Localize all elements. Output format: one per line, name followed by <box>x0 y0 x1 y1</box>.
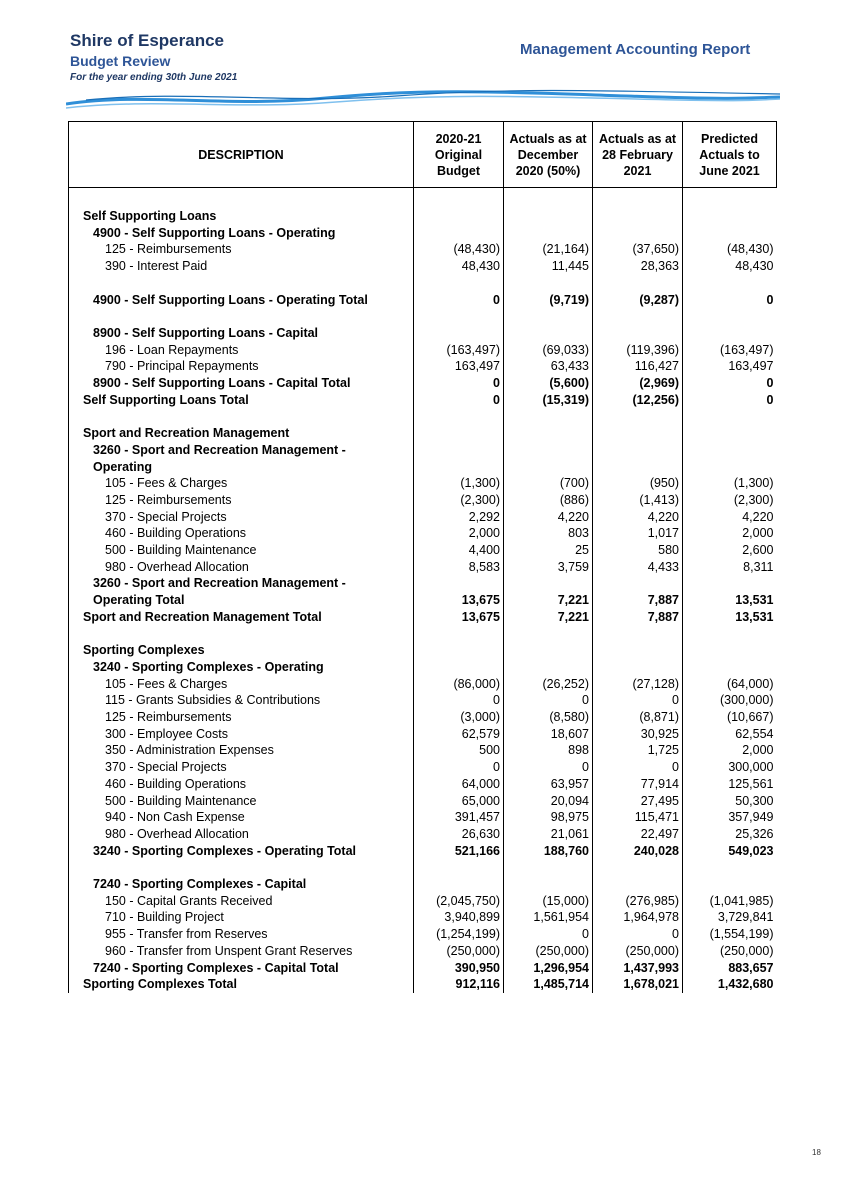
budget-cell <box>414 225 504 242</box>
section-heading-row <box>69 208 777 225</box>
actual-feb-cell: 22,497 <box>593 826 683 843</box>
budget-cell: 163,497 <box>414 358 504 375</box>
total-label: Self Supporting Loans Total <box>69 392 414 409</box>
actual-dec-cell: (26,252) <box>504 676 593 693</box>
actual-feb-cell <box>593 442 683 459</box>
actual-feb-cell <box>593 325 683 342</box>
section-heading: 3260 - Sport and Recreation Management - <box>69 575 414 592</box>
table-row <box>69 358 777 375</box>
predicted-cell: (1,300) <box>733 476 774 491</box>
table-row <box>69 509 777 526</box>
predicted-cell: (64,000) <box>726 676 774 691</box>
actual-dec-cell <box>504 442 593 459</box>
column-header-actuals-december: Actuals as at December 2020 (50%) <box>504 122 593 188</box>
table-row <box>69 258 777 275</box>
section-heading: Self Supporting Loans <box>69 208 414 225</box>
predicted-cell: 357,949 <box>728 810 774 825</box>
column-header-predicted-actuals: Predicted Actuals to June 2021 <box>699 131 760 178</box>
predicted-cell: 8,311 <box>743 559 774 574</box>
predicted-cell: 50,300 <box>735 793 774 808</box>
budget-cell <box>414 442 504 459</box>
table-header-row <box>69 122 777 188</box>
line-item-label: 105 - Fees & Charges <box>69 475 414 492</box>
budget-cell: (3,000) <box>414 709 504 726</box>
total-row <box>69 843 777 860</box>
actual-feb-cell <box>593 425 683 442</box>
actual-feb-cell: 7,887 <box>593 592 683 609</box>
line-item-label: 300 - Employee Costs <box>69 726 414 743</box>
actual-dec-cell <box>504 325 593 342</box>
budget-cell: 4,400 <box>414 542 504 559</box>
total-row <box>69 976 777 993</box>
section-heading-row <box>69 575 777 592</box>
actual-dec-cell: 7,221 <box>504 592 593 609</box>
actual-feb-cell: (9,287) <box>593 292 683 309</box>
actual-feb-cell: 1,017 <box>593 525 683 542</box>
actual-dec-cell: 188,760 <box>504 843 593 860</box>
actual-feb-cell: (950) <box>593 475 683 492</box>
section-heading: Sport and Recreation Management <box>69 425 414 442</box>
actual-feb-cell: 580 <box>593 542 683 559</box>
predicted-cell: 2,000 <box>742 526 774 541</box>
line-item-label: 196 - Loan Repayments <box>69 342 414 359</box>
budget-cell: 3,940,899 <box>414 909 504 926</box>
predicted-cell: 4,220 <box>742 509 774 524</box>
predicted-cell: 0 <box>766 292 774 307</box>
actual-feb-cell: (12,256) <box>593 392 683 409</box>
total-label: 8900 - Self Supporting Loans - Capital Total <box>69 375 414 392</box>
actual-dec-cell <box>504 459 593 476</box>
actual-feb-cell: 4,433 <box>593 559 683 576</box>
section-heading: Sporting Complexes <box>69 642 414 659</box>
actual-dec-cell: 3,759 <box>504 559 593 576</box>
line-item-label: 115 - Grants Subsidies & Contributions <box>69 692 414 709</box>
column-header-description: DESCRIPTION <box>69 122 414 188</box>
predicted-cell: (48,430) <box>726 242 774 257</box>
total-row <box>69 375 777 392</box>
predicted-cell <box>683 642 777 659</box>
budget-cell: 0 <box>414 692 504 709</box>
budget-cell: 2,000 <box>414 525 504 542</box>
predicted-cell: 62,554 <box>735 726 774 741</box>
line-item-label: 125 - Reimbursements <box>69 709 414 726</box>
budget-cell <box>414 659 504 676</box>
actual-feb-cell: 30,925 <box>593 726 683 743</box>
budget-cell: 65,000 <box>414 793 504 810</box>
budget-cell <box>414 425 504 442</box>
actual-dec-cell: (15,319) <box>504 392 593 409</box>
actual-feb-cell: (276,985) <box>593 893 683 910</box>
budget-cell: 500 <box>414 742 504 759</box>
actual-feb-cell: 1,964,978 <box>593 909 683 926</box>
actual-feb-cell: (8,871) <box>593 709 683 726</box>
actual-feb-cell <box>593 575 683 592</box>
actual-dec-cell: 11,445 <box>504 258 593 275</box>
actual-feb-cell <box>593 876 683 893</box>
predicted-cell <box>683 325 777 342</box>
predicted-cell: (10,667) <box>726 710 774 725</box>
budget-cell: (48,430) <box>414 241 504 258</box>
line-item-label: 940 - Non Cash Expense <box>69 809 414 826</box>
actual-dec-cell: 20,094 <box>504 793 593 810</box>
line-item-label: 790 - Principal Repayments <box>69 358 414 375</box>
predicted-cell: 2,000 <box>742 743 774 758</box>
actual-dec-cell: 18,607 <box>504 726 593 743</box>
line-item-label: 150 - Capital Grants Received <box>69 893 414 910</box>
page-number: 18 <box>812 1148 821 1157</box>
actual-dec-cell <box>504 208 593 225</box>
line-item-label: 500 - Building Maintenance <box>69 542 414 559</box>
predicted-cell: 1,432,680 <box>717 977 774 992</box>
total-label: Sport and Recreation Management Total <box>69 609 414 626</box>
budget-cell: 13,675 <box>414 609 504 626</box>
total-row <box>69 960 777 977</box>
actual-dec-cell: 4,220 <box>504 509 593 526</box>
table-row <box>69 759 777 776</box>
line-item-label: 960 - Transfer from Unspent Grant Reserves <box>69 943 414 960</box>
actual-feb-cell: 27,495 <box>593 793 683 810</box>
actual-dec-cell: 21,061 <box>504 826 593 843</box>
table-row <box>69 475 777 492</box>
budget-cell <box>414 459 504 476</box>
table-row <box>69 709 777 726</box>
actual-dec-cell <box>504 659 593 676</box>
actual-dec-cell <box>504 642 593 659</box>
predicted-cell: 300,000 <box>728 760 774 775</box>
header-wave-divider <box>66 86 780 116</box>
budget-cell: 2,292 <box>414 509 504 526</box>
actual-feb-cell: (119,396) <box>593 342 683 359</box>
section-heading-row <box>69 325 777 342</box>
budget-cell: 0 <box>414 759 504 776</box>
line-item-label: 350 - Administration Expenses <box>69 742 414 759</box>
budget-cell <box>414 876 504 893</box>
spacer-row <box>69 275 777 292</box>
budget-cell: 391,457 <box>414 809 504 826</box>
predicted-cell <box>683 225 777 242</box>
budget-cell: (2,045,750) <box>414 893 504 910</box>
section-heading-row <box>69 225 777 242</box>
reporting-period: For the year ending 30th June 2021 <box>70 72 238 83</box>
actual-feb-cell: (1,413) <box>593 492 683 509</box>
spacer-row <box>69 626 777 643</box>
actual-feb-cell <box>593 459 683 476</box>
actual-feb-cell: 0 <box>593 759 683 776</box>
predicted-cell <box>683 425 777 442</box>
section-heading-row <box>69 642 777 659</box>
table-row <box>69 559 777 576</box>
budget-cell <box>414 325 504 342</box>
predicted-cell: 2,600 <box>742 543 774 558</box>
actual-dec-cell: 63,433 <box>504 358 593 375</box>
org-name: Shire of Esperance <box>70 31 225 50</box>
column-header-original-budget: 2020-21 Original Budget <box>414 122 504 188</box>
predicted-cell: 3,729,841 <box>717 910 774 925</box>
actual-dec-cell: (8,580) <box>504 709 593 726</box>
actual-dec-cell: 898 <box>504 742 593 759</box>
table-row <box>69 826 777 843</box>
spacer-row <box>69 308 777 325</box>
budget-cell <box>414 642 504 659</box>
budget-cell: (86,000) <box>414 676 504 693</box>
section-heading-row <box>69 876 777 893</box>
section-heading: 8900 - Self Supporting Loans - Capital <box>69 325 414 342</box>
section-heading-row <box>69 442 777 459</box>
report-title: Management Accounting Report <box>520 41 751 58</box>
predicted-cell: (2,300) <box>733 492 774 507</box>
table-row <box>69 492 777 509</box>
actual-feb-cell <box>593 225 683 242</box>
line-item-label: 370 - Special Projects <box>69 509 414 526</box>
actual-dec-cell <box>504 575 593 592</box>
section-heading: 3260 - Sport and Recreation Management - <box>69 442 414 459</box>
table-row <box>69 726 777 743</box>
actual-feb-cell: 28,363 <box>593 258 683 275</box>
total-label: Sporting Complexes Total <box>69 976 414 993</box>
actual-dec-cell: 0 <box>504 692 593 709</box>
actual-dec-cell: (15,000) <box>504 893 593 910</box>
actual-dec-cell <box>504 876 593 893</box>
total-row <box>69 609 777 626</box>
predicted-cell: (300,000) <box>719 693 774 708</box>
line-item-label: 500 - Building Maintenance <box>69 793 414 810</box>
budget-review-table <box>68 121 777 993</box>
predicted-cell <box>683 876 777 893</box>
budget-cell: 26,630 <box>414 826 504 843</box>
predicted-cell: (163,497) <box>719 342 774 357</box>
line-item-label: 125 - Reimbursements <box>69 492 414 509</box>
table-row <box>69 342 777 359</box>
actual-feb-cell: 7,887 <box>593 609 683 626</box>
section-heading-row <box>69 425 777 442</box>
actual-feb-cell: (250,000) <box>593 943 683 960</box>
table-row <box>69 909 777 926</box>
budget-cell <box>414 208 504 225</box>
table-row <box>69 542 777 559</box>
total-row <box>69 392 777 409</box>
section-heading: 7240 - Sporting Complexes - Capital <box>69 876 414 893</box>
total-row <box>69 292 777 309</box>
line-item-label: 980 - Overhead Allocation <box>69 559 414 576</box>
total-row <box>69 592 777 609</box>
line-item-label: 390 - Interest Paid <box>69 258 414 275</box>
section-heading: 3240 - Sporting Complexes - Operating <box>69 659 414 676</box>
actual-feb-cell: (27,128) <box>593 676 683 693</box>
actual-dec-cell: (5,600) <box>504 375 593 392</box>
predicted-cell: 0 <box>766 392 774 407</box>
actual-dec-cell: 1,296,954 <box>504 960 593 977</box>
budget-cell: (163,497) <box>414 342 504 359</box>
budget-cell: 912,116 <box>414 976 504 993</box>
section-heading: 4900 - Self Supporting Loans - Operating <box>69 225 414 242</box>
actual-feb-cell: 1,678,021 <box>593 976 683 993</box>
table-row <box>69 893 777 910</box>
document-subtitle: Budget Review <box>70 53 171 69</box>
table-row <box>69 776 777 793</box>
budget-cell: 48,430 <box>414 258 504 275</box>
predicted-cell <box>683 208 777 225</box>
table-row <box>69 793 777 810</box>
section-heading-row <box>69 459 777 476</box>
section-heading-row <box>69 659 777 676</box>
actual-dec-cell: (886) <box>504 492 593 509</box>
table-row <box>69 809 777 826</box>
actual-dec-cell: 803 <box>504 525 593 542</box>
actual-dec-cell: 1,485,714 <box>504 976 593 993</box>
actual-dec-cell <box>504 425 593 442</box>
line-item-label: 125 - Reimbursements <box>69 241 414 258</box>
predicted-cell: 25,326 <box>735 826 774 841</box>
budget-cell: 64,000 <box>414 776 504 793</box>
line-item-label: 105 - Fees & Charges <box>69 676 414 693</box>
actual-feb-cell: 77,914 <box>593 776 683 793</box>
predicted-cell <box>683 459 777 476</box>
actual-feb-cell: 240,028 <box>593 843 683 860</box>
total-label: Operating Total <box>69 592 414 609</box>
actual-dec-cell <box>504 225 593 242</box>
spacer-row <box>69 408 777 425</box>
actual-feb-cell: 4,220 <box>593 509 683 526</box>
table-row <box>69 241 777 258</box>
predicted-cell: 163,497 <box>728 359 774 374</box>
table-row <box>69 525 777 542</box>
actual-dec-cell: 0 <box>504 759 593 776</box>
budget-cell: 0 <box>414 392 504 409</box>
budget-cell: (250,000) <box>414 943 504 960</box>
total-label: 7240 - Sporting Complexes - Capital Total <box>69 960 414 977</box>
line-item-label: 955 - Transfer from Reserves <box>69 926 414 943</box>
predicted-cell: 549,023 <box>728 843 774 858</box>
actual-dec-cell: 1,561,954 <box>504 909 593 926</box>
predicted-cell: 125,561 <box>728 776 774 791</box>
predicted-cell: 0 <box>766 376 774 390</box>
predicted-cell: 13,531 <box>735 593 774 608</box>
line-item-label: 460 - Building Operations <box>69 525 414 542</box>
line-item-label: 460 - Building Operations <box>69 776 414 793</box>
actual-dec-cell: 63,957 <box>504 776 593 793</box>
actual-dec-cell: (9,719) <box>504 292 593 309</box>
actual-dec-cell: 7,221 <box>504 609 593 626</box>
line-item-label: 710 - Building Project <box>69 909 414 926</box>
budget-cell <box>414 575 504 592</box>
section-heading: Operating <box>69 459 414 476</box>
predicted-cell: (1,041,985) <box>709 893 774 908</box>
actual-feb-cell: 0 <box>593 692 683 709</box>
budget-cell: 521,166 <box>414 843 504 860</box>
actual-dec-cell: 98,975 <box>504 809 593 826</box>
actual-feb-cell: (37,650) <box>593 241 683 258</box>
actual-feb-cell: 115,471 <box>593 809 683 826</box>
actual-feb-cell <box>593 208 683 225</box>
actual-feb-cell: 0 <box>593 926 683 943</box>
predicted-cell <box>683 442 777 459</box>
budget-cell: 0 <box>414 292 504 309</box>
spacer-row <box>69 188 777 209</box>
table-row <box>69 943 777 960</box>
actual-dec-cell: 0 <box>504 926 593 943</box>
table-row <box>69 692 777 709</box>
actual-feb-cell: 1,725 <box>593 742 683 759</box>
actual-feb-cell: (2,969) <box>593 375 683 392</box>
predicted-cell <box>683 659 777 676</box>
actual-dec-cell: (69,033) <box>504 342 593 359</box>
table-row <box>69 926 777 943</box>
line-item-label: 370 - Special Projects <box>69 759 414 776</box>
total-label: 3240 - Sporting Complexes - Operating Total <box>69 843 414 860</box>
actual-dec-cell: 25 <box>504 542 593 559</box>
actual-dec-cell: (700) <box>504 475 593 492</box>
predicted-cell: 48,430 <box>735 259 774 274</box>
predicted-cell: 13,531 <box>735 609 774 624</box>
table-body <box>69 188 777 993</box>
spacer-row <box>69 859 777 876</box>
budget-cell: (1,254,199) <box>414 926 504 943</box>
budget-cell: 390,950 <box>414 960 504 977</box>
actual-feb-cell: 1,437,993 <box>593 960 683 977</box>
predicted-cell: 883,657 <box>728 960 774 975</box>
total-label: 4900 - Self Supporting Loans - Operating Total <box>69 292 414 309</box>
budget-cell: (2,300) <box>414 492 504 509</box>
line-item-label: 980 - Overhead Allocation <box>69 826 414 843</box>
column-header-actuals-february: Actuals as at 28 February 2021 <box>593 122 683 188</box>
budget-cell: (1,300) <box>414 475 504 492</box>
predicted-cell: (1,554,199) <box>709 927 774 942</box>
budget-cell: 13,675 <box>414 592 504 609</box>
actual-feb-cell: 116,427 <box>593 358 683 375</box>
table-row <box>69 742 777 759</box>
budget-cell: 8,583 <box>414 559 504 576</box>
table-row <box>69 676 777 693</box>
predicted-cell: (250,000) <box>719 943 774 958</box>
actual-feb-cell <box>593 659 683 676</box>
actual-feb-cell <box>593 642 683 659</box>
actual-dec-cell: (250,000) <box>504 943 593 960</box>
budget-cell: 62,579 <box>414 726 504 743</box>
budget-cell: 0 <box>414 375 504 392</box>
actual-dec-cell: (21,164) <box>504 241 593 258</box>
predicted-cell <box>683 575 777 592</box>
